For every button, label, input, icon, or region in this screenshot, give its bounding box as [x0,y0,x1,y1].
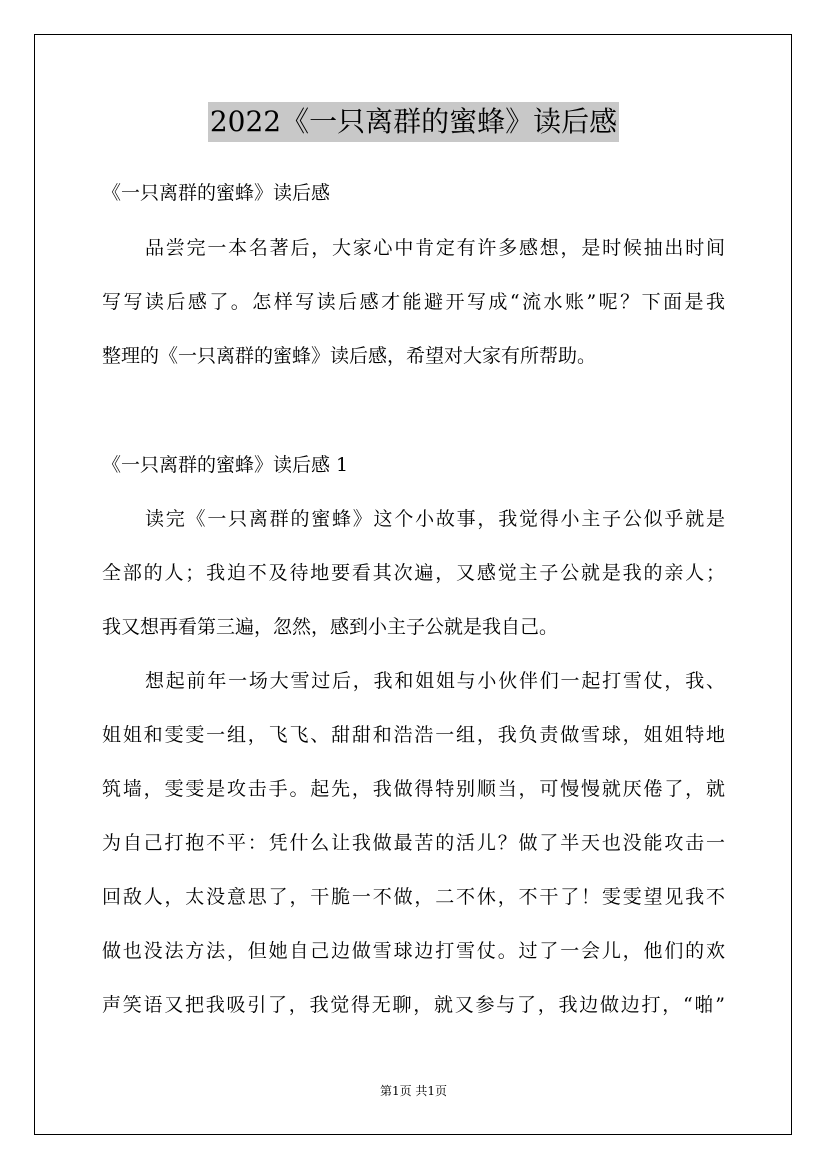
paragraph1-line: 全部的人；我迫不及待地要看其次遍，又感觉主子公就是我的亲人； [102,562,725,584]
page-footer: 第1页 共1页 [379,1084,448,1098]
document-subtitle: 《一只离群的蜜蜂》读后感 [102,182,331,204]
paragraph2-line: 做也没法方法，但她自己边做雪球边打雪仗。过了一会儿，他们的欢 [102,940,725,962]
paragraph2-line: 筑墙，雯雯是攻击手。起先，我做得特别顺当，可慢慢就厌倦了，就 [102,778,725,800]
paragraph1-line: 我又想再看第三遍，忽然，感到小主子公就是我自己。 [102,616,559,638]
paragraph2-line: 为自己打抱不平：凭什么让我做最苦的活儿？做了半天也没能攻击一 [102,832,725,854]
paragraph2-line: 想起前年一场大雪过后，我和姐姐与小伙伴们一起打雪仗，我、 [145,670,725,692]
paragraph1-line: 读完《一只离群的蜜蜂》这个小故事，我觉得小主子公似乎就是 [145,508,725,530]
intro-line: 品尝完一本名著后，大家心中肯定有许多感想，是时候抽出时间 [145,237,725,259]
section-heading: 《一只离群的蜜蜂》读后感 1 [102,454,349,476]
intro-line: 整理的《一只离群的蜜蜂》读后感，希望对大家有所帮助。 [102,345,597,367]
paragraph2-line: 姐姐和雯雯一组，飞飞、甜甜和浩浩一组，我负责做雪球，姐姐特地 [102,724,725,746]
intro-line: 写写读后感了。怎样写读后感才能避开写成“流水账”呢？下面是我 [102,291,725,313]
document-title: 2022《一只离群的蜜蜂》读后感 [208,102,619,142]
paragraph2-line: 回敌人，太没意思了，干脆一不做，二不休，不干了！雯雯望见我不 [102,886,725,908]
paragraph2-line: 声笑语又把我吸引了，我觉得无聊，就又参与了，我边做边打，“啪” [102,994,725,1016]
title-container [0,102,827,142]
